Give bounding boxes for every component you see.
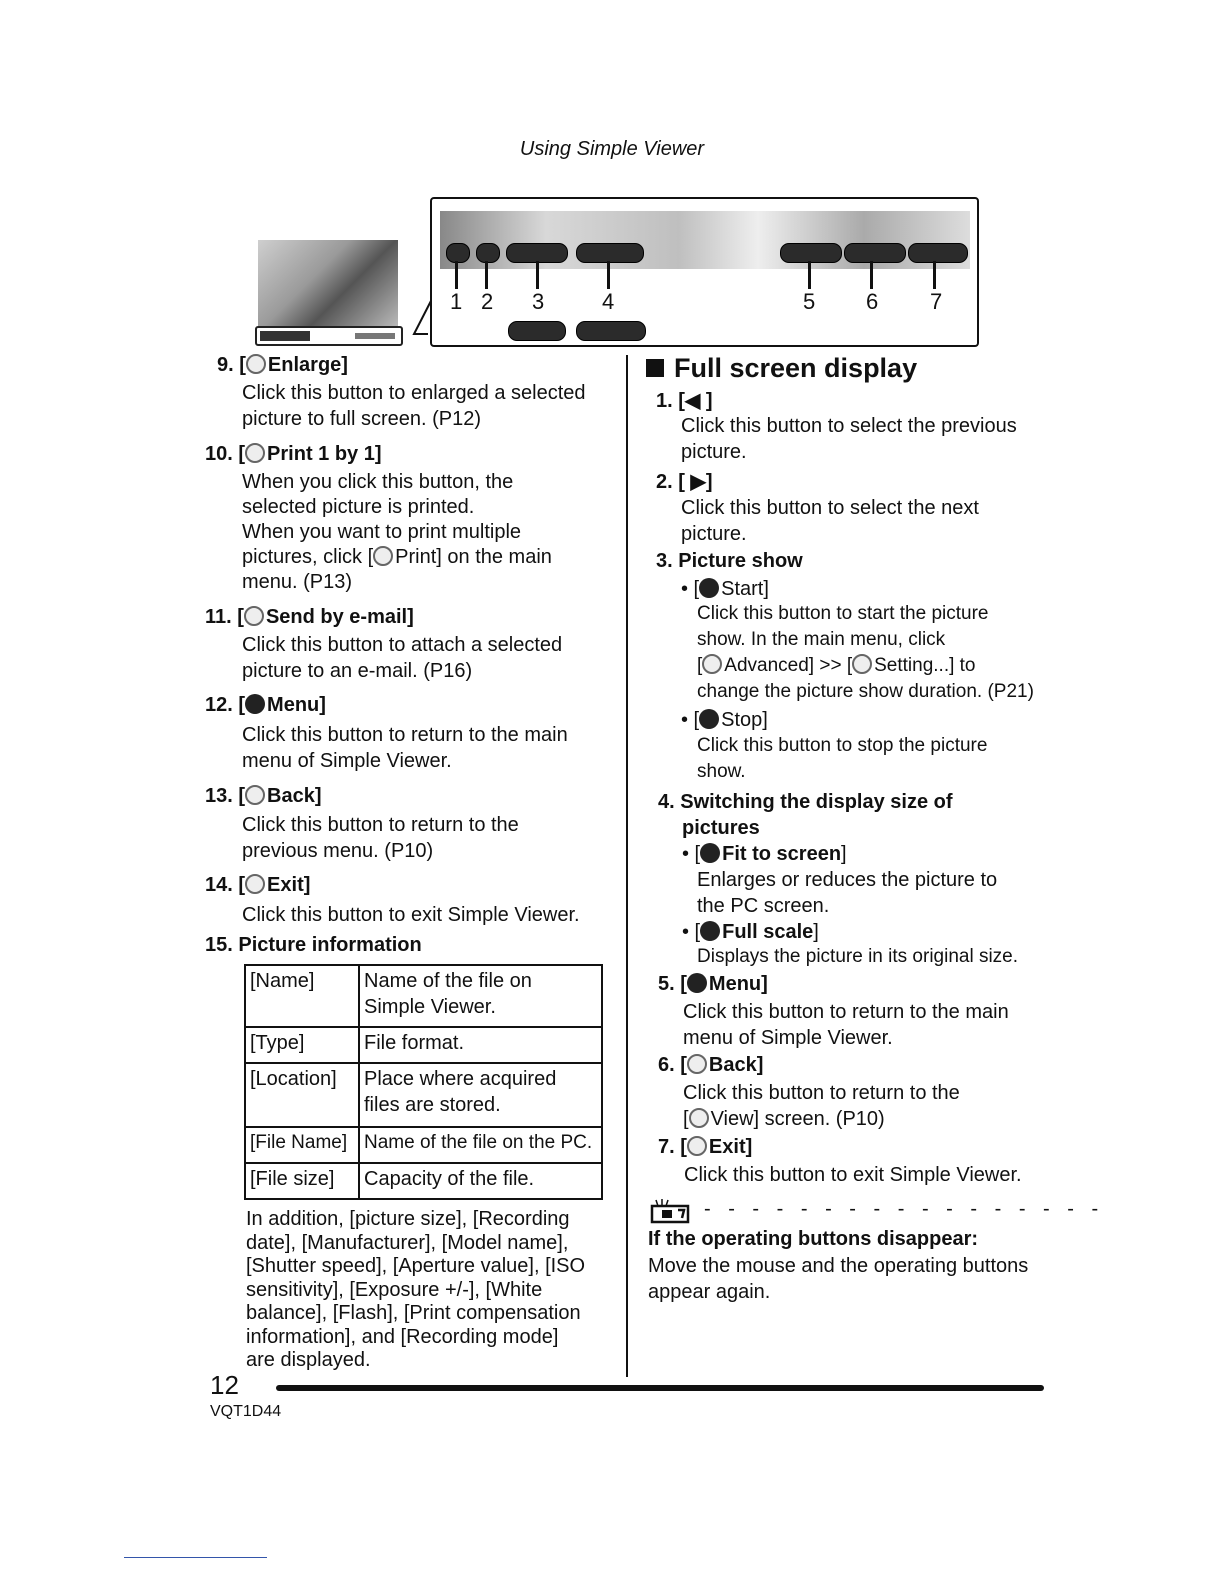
item-9-desc: Click this button to enlarged a selected picture to full screen. (P12): [242, 382, 586, 430]
callout-number: 1: [450, 289, 463, 314]
additional-info: In addition, [picture size], [Recording date], [Manufacturer], [Model name], [Shutter speed], [Aperture value], [ISO sensitivity], [Exposure +/-], [White balance], [Flash], [Print compensation information], and [Recording mode] are displayed.: [246, 1208, 586, 1371]
page-header: Using Simple Viewer: [519, 138, 705, 160]
item-13: 13. [ Back]: [205, 785, 322, 807]
item-r6: 6. [ Back]: [658, 1054, 764, 1076]
back-icon: [687, 1054, 707, 1074]
stop-icon: [699, 709, 719, 729]
item-10-desc: When you click this button, the selected picture is printed. When you want to print multiple pictures, click [ Print] on the main menu. (P13): [242, 471, 552, 593]
square-bullet-icon: [646, 359, 664, 377]
note-title: If the operating buttons disappear:: [648, 1228, 979, 1250]
start-desc: Click this button to start the picture show. In the main menu, click [ Advanced] >> [ Setting...] to change the picture show duration. (P21): [697, 603, 1034, 702]
item-12-desc: Click this button to return to the main menu of Simple Viewer.: [242, 724, 568, 772]
menu-icon: [780, 243, 842, 263]
footer-rule: [276, 1385, 1044, 1391]
print-icon: [245, 443, 265, 463]
enlarge-icon: [246, 354, 266, 374]
item-r5: 5. [ Menu]: [658, 973, 768, 995]
menu-icon: [687, 973, 707, 993]
item-12: 12. [ Menu]: [205, 694, 326, 716]
picture-info-bar: [255, 326, 403, 346]
thumbnail-photo: [258, 240, 398, 330]
full-bullet: • [ Full scale]: [682, 921, 819, 943]
screen-callout-frame: [430, 197, 979, 347]
item-r7: 7. [ Exit]: [658, 1136, 753, 1158]
bottom-line: [124, 1557, 267, 1558]
item-r1-desc: Click this button to select the previous picture.: [681, 415, 1017, 463]
stop-bullet: • [ Stop]: [681, 709, 768, 731]
view-icon: [689, 1108, 709, 1128]
item-9: 9. [ Enlarge]: [217, 354, 348, 376]
callout-number: 6: [866, 289, 879, 314]
item-r7-desc: Click this button to exit Simple Viewer.: [684, 1164, 1022, 1186]
full-desc: Displays the picture in its original size.: [697, 946, 1019, 967]
table-row: [Location] Place where acquired files are stored.: [245, 1063, 602, 1127]
full-scale-icon: [700, 921, 720, 941]
table-row: [Name] Name of the file on Simple Viewer.: [245, 965, 602, 1027]
exit-icon: [245, 874, 265, 894]
item-r5-desc: Click this button to return to the main menu of Simple Viewer.: [683, 1001, 1009, 1049]
fit-to-screen-icon: [700, 843, 720, 863]
picture-info-table: [244, 964, 603, 1200]
start-icon: [699, 578, 719, 598]
item-r1: 1. [◀ ]: [656, 390, 713, 412]
menu-icon: [245, 694, 265, 714]
callout-number: 5: [803, 289, 816, 314]
fit-desc: Enlarges or reduces the picture to the PC screen.: [697, 869, 998, 917]
item-10: 10. [ Print 1 by 1]: [205, 443, 382, 465]
column-divider: [626, 355, 628, 1377]
item-r3: 3. Picture show: [656, 550, 803, 572]
advanced-icon: [702, 654, 722, 674]
item-r2: 2. [ ▶]: [656, 471, 713, 493]
exit-icon: [687, 1136, 707, 1156]
fit-to-screen-icon: [576, 243, 644, 263]
table-row: [File Name] Name of the file on the PC.: [245, 1127, 602, 1163]
item-11: 11. [ Send by e-mail]: [205, 606, 414, 628]
table-row: [File size] Capacity of the file.: [245, 1163, 602, 1199]
table-row: [Type] File format.: [245, 1027, 602, 1063]
model-code: VQT1D44: [210, 1403, 282, 1420]
page-number: 12: [210, 1370, 239, 1400]
callout-number: 2: [481, 289, 494, 314]
section-title: Full screen display: [646, 353, 1046, 384]
item-r2-desc: Click this button to select the next picture.: [681, 497, 979, 545]
previous-icon: [446, 243, 470, 263]
note-desc: Move the mouse and the operating buttons appear again.: [648, 1255, 1029, 1303]
start-bullet: • [ Start]: [681, 578, 769, 600]
stop-desc: Click this button to stop the picture show.: [697, 735, 988, 782]
stop-icon: [508, 321, 566, 341]
start-icon: [506, 243, 568, 263]
back-icon: [844, 243, 906, 263]
print-icon: [373, 546, 393, 566]
item-14-desc: Click this button to exit Simple Viewer.: [242, 904, 580, 926]
item-13-desc: Click this button to return to the previous menu. (P10): [242, 814, 519, 862]
item-15-title: 15. Picture information: [205, 934, 422, 956]
callout-number: 3: [532, 289, 545, 314]
item-11-desc: Click this button to attach a selected picture to an e-mail. (P16): [242, 634, 563, 682]
back-icon: [245, 785, 265, 805]
item-14: 14. [ Exit]: [205, 874, 311, 896]
setting-icon: [852, 654, 872, 674]
item-r6-desc: Click this button to return to the [ View] screen. (P10): [683, 1082, 960, 1130]
mail-icon: [244, 606, 264, 626]
callout-number: 4: [602, 289, 615, 314]
note-dashes: - - - - - - - - - - - - - - - - -: [704, 1198, 1105, 1220]
exit-icon: [908, 243, 968, 263]
note-icon: [648, 1198, 694, 1224]
next-icon: [476, 243, 500, 263]
item-r4: 4. Switching the display size of pictures: [658, 791, 953, 839]
full-scale-icon: [576, 321, 646, 341]
callout-number: 7: [930, 289, 943, 314]
fit-bullet: • [ Fit to screen]: [682, 843, 847, 865]
